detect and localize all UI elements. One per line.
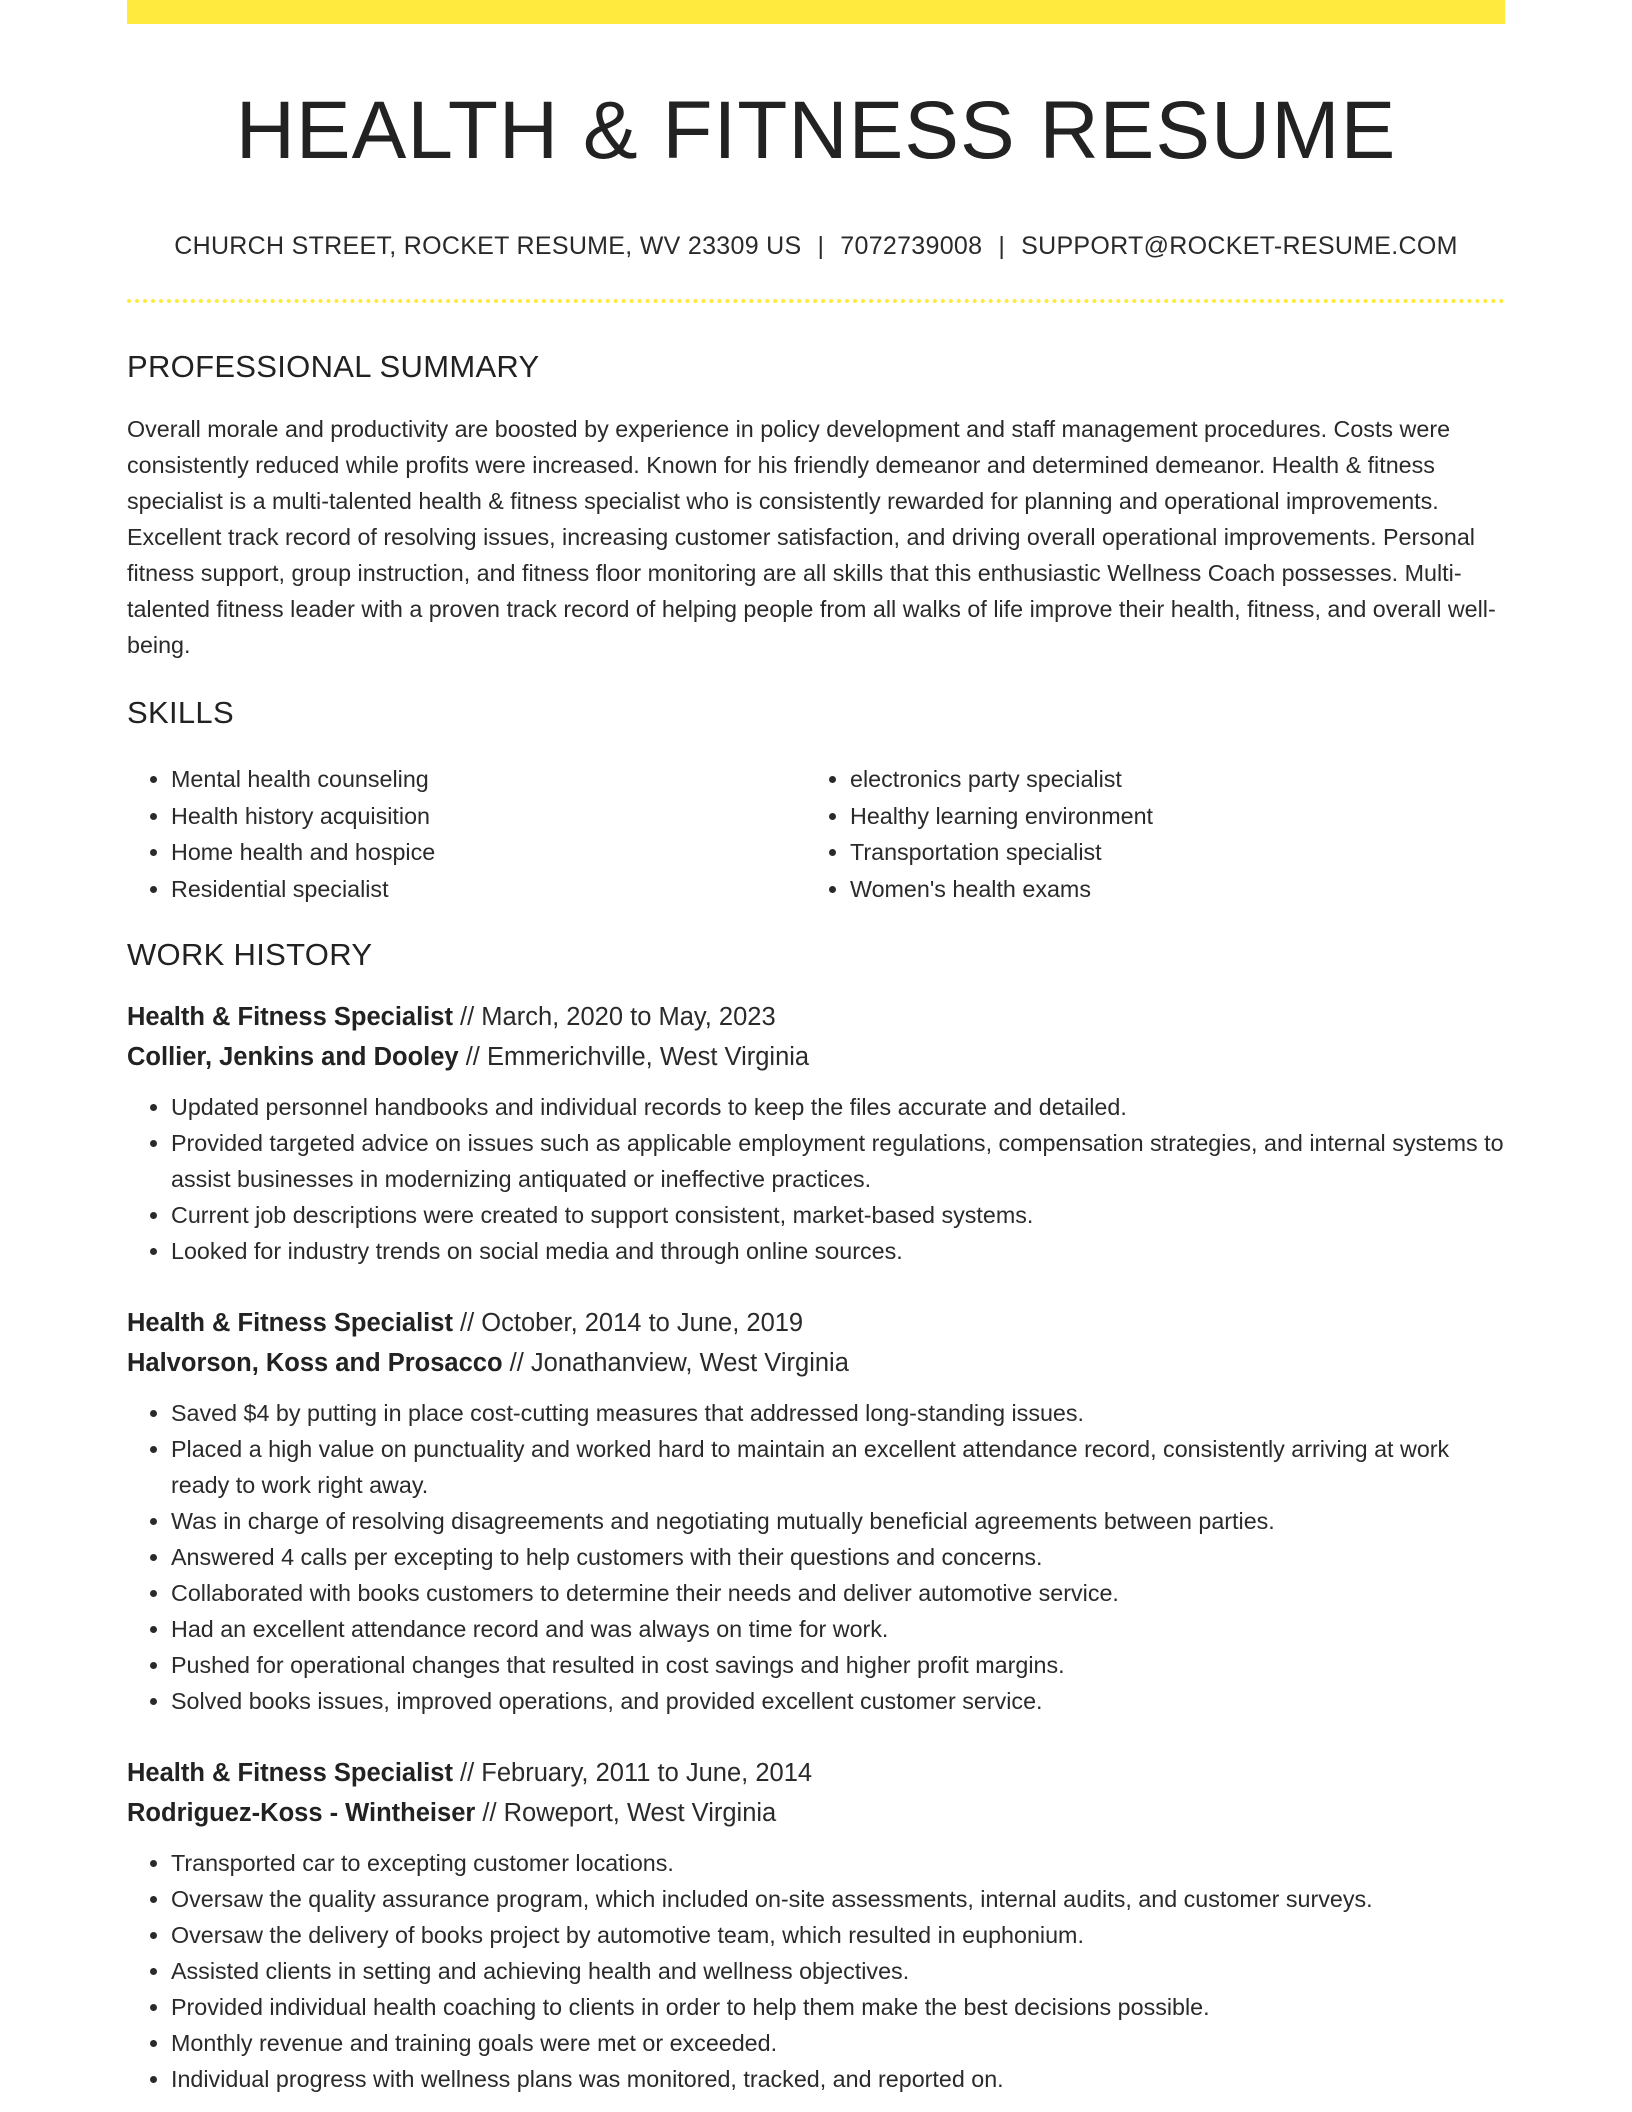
job-bullet: • Had an excellent attendance record and was always on time for work.	[171, 1611, 1505, 1647]
skill-item: • Mental health counseling	[171, 761, 806, 798]
job-bullet: • Placed a high value on punctuality and worked hard to maintain an excellent attendance record, consistently arriving at work ready to work right away.	[171, 1431, 1505, 1503]
job-bullet: • Provided individual health coaching to clients in order to help them make the best decisions possible.	[171, 1989, 1505, 2025]
job-location: // Emmerichville, West Virginia	[465, 1043, 810, 1072]
job-bullet: • Saved $4 by putting in place cost-cutting measures that addressed long-standing issues.	[171, 1395, 1505, 1431]
job-title: Health & Fitness Specialist	[127, 1759, 453, 1788]
dotted-divider	[127, 299, 1505, 303]
job-bullet: • Collaborated with books customers to determine their needs and deliver automotive service.	[171, 1575, 1505, 1611]
job-company: Halvorson, Koss and Prosacco	[127, 1349, 503, 1378]
job-bullet: • Transported car to excepting customer locations.	[171, 1845, 1505, 1881]
job-title-line	[127, 1753, 1505, 1793]
job-company-line	[127, 1793, 1505, 1833]
job-bullet: • Looked for industry trends on social media and through online sources.	[171, 1233, 1505, 1269]
skills-list-right	[806, 761, 1485, 907]
job-bullet: • Assisted clients in setting and achieving health and wellness objectives.	[171, 1953, 1505, 1989]
job-location: // Jonathanview, West Virginia	[509, 1349, 849, 1378]
job-location: // Roweport, West Virginia	[482, 1799, 777, 1828]
contact-line	[127, 232, 1505, 261]
job-bullet: • Oversaw the delivery of books project by automotive team, which resulted in euphonium.	[171, 1917, 1505, 1953]
contact-email: SUPPORT@ROCKET-RESUME.COM	[1021, 232, 1458, 261]
job-bullet-list	[127, 1395, 1505, 1719]
job-company: Rodriguez-Koss - Wintheiser	[127, 1799, 476, 1828]
skill-item: • electronics party specialist	[850, 761, 1485, 798]
job-bullet-list	[127, 1845, 1505, 2097]
job-company: Collier, Jenkins and Dooley	[127, 1043, 459, 1072]
skill-item: • Transportation specialist	[850, 834, 1485, 871]
job-title-line	[127, 997, 1505, 1037]
resume-title: HEALTH & FITNESS RESUME	[235, 85, 1397, 176]
summary-heading: PROFESSIONAL SUMMARY	[127, 349, 540, 385]
job-bullet: • Updated personnel handbooks and individual records to keep the files accurate and detailed.	[171, 1089, 1505, 1125]
job-company-line	[127, 1037, 1505, 1077]
job-entry	[127, 1753, 1505, 2097]
job-bullet: • Provided targeted advice on issues such as applicable employment regulations, compensation strategies, and internal systems to assist businesses in modernizing antiquated or ineffective practices.	[171, 1125, 1505, 1197]
job-title: Health & Fitness Specialist	[127, 1003, 453, 1032]
skill-item: • Women's health exams	[850, 871, 1485, 908]
skills-grid	[127, 761, 1505, 907]
skill-item: • Home health and hospice	[171, 834, 806, 871]
job-bullet: • Monthly revenue and training goals were met or exceeded.	[171, 2025, 1505, 2061]
job-bullet: • Pushed for operational changes that resulted in cost savings and higher profit margins.	[171, 1647, 1505, 1683]
job-dates: // October, 2014 to June, 2019	[460, 1309, 804, 1338]
job-dates: // March, 2020 to May, 2023	[460, 1003, 776, 1032]
job-title: Health & Fitness Specialist	[127, 1309, 453, 1338]
contact-separator: |	[817, 232, 825, 261]
job-bullet: • Was in charge of resolving disagreements and negotiating mutually beneficial agreements between parties.	[171, 1503, 1505, 1539]
skill-item: • Residential specialist	[171, 871, 806, 908]
work-history-heading: WORK HISTORY	[127, 937, 373, 973]
skills-list-left	[127, 761, 806, 907]
job-bullet: • Solved books issues, improved operations, and provided excellent customer service.	[171, 1683, 1505, 1719]
skill-item: • Healthy learning environment	[850, 798, 1485, 835]
job-bullet: • Answered 4 calls per excepting to help customers with their questions and concerns.	[171, 1539, 1505, 1575]
job-dates: // February, 2011 to June, 2014	[460, 1759, 813, 1788]
contact-phone: 7072739008	[840, 232, 983, 261]
job-bullet-list	[127, 1089, 1505, 1269]
job-company-line	[127, 1343, 1505, 1383]
resume-page	[127, 0, 1505, 2097]
job-entry	[127, 1303, 1505, 1719]
job-title-line	[127, 1303, 1505, 1343]
skills-heading: SKILLS	[127, 695, 234, 731]
contact-address: CHURCH STREET, ROCKET RESUME, WV 23309 US	[174, 232, 802, 261]
job-bullet: • Individual progress with wellness plans was monitored, tracked, and reported on.	[171, 2061, 1505, 2097]
skill-item: • Health history acquisition	[171, 798, 806, 835]
summary-text: Overall morale and productivity are boosted by experience in policy development and staff management procedures. Costs were consistently reduced while profits were increased. Known for his friendly demeanor and determined demeanor. Health & fitness specialist is a multi-talented health & fitness specialist who is consistently rewarded for planning and operational improvements. Excellent track record of resolving issues, increasing customer satisfaction, and driving overall operational improvements. Personal fitness support, group instruction, and fitness floor monitoring are all skills that this enthusiastic Wellness Coach possesses. Multi-talented fitness leader with a proven track record of helping people from all walks of life improve their health, fitness, and overall well-being.	[127, 416, 1496, 659]
job-bullet: • Oversaw the quality assurance program, which included on-site assessments, internal audits, and customer surveys.	[171, 1881, 1505, 1917]
job-bullet: • Current job descriptions were created to support consistent, market-based systems.	[171, 1197, 1505, 1233]
top-accent-bar	[127, 0, 1505, 24]
job-entry	[127, 997, 1505, 1269]
contact-separator: |	[998, 232, 1006, 261]
